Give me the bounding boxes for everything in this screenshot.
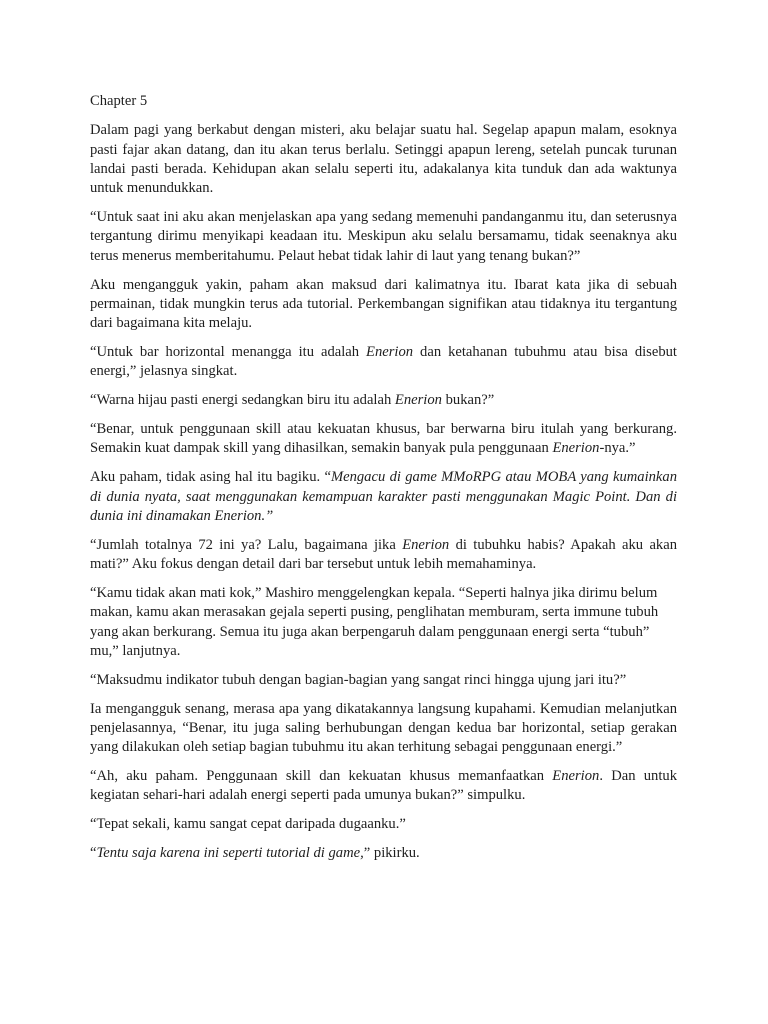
paragraph xyxy=(90,276,677,334)
paragraph xyxy=(90,767,677,806)
text-segment: -nya.” xyxy=(599,440,636,457)
paragraph xyxy=(90,815,677,834)
italic-text-segment: Enerion xyxy=(552,768,600,785)
text-segment: “Ah, aku paham. Penggunaan skill dan kekuatan khusus memanfaatkan xyxy=(90,768,553,785)
body-text xyxy=(90,121,677,863)
paragraph xyxy=(90,671,677,690)
text-segment: “Maksudmu indikator tubuh dengan bagian-bagian yang sangat rinci hingga ujung jari itu?” xyxy=(90,671,627,688)
text-segment: “ xyxy=(90,845,97,862)
text-segment: . Dan untuk kegiatan sehari-hari adalah energi seperti pada umunya bukan?” simpulku. xyxy=(90,768,677,804)
text-segment: “Jumlah totalnya 72 ini ya? Lalu, bagaimana jika xyxy=(90,536,403,553)
text-segment: di tubuhku habis? Apakah aku akan mati?” Aku fokus dengan detail dari bar tersebut untuk lebih memahaminya. xyxy=(90,536,677,573)
paragraph xyxy=(90,391,677,410)
text-segment: “Untuk saat ini aku akan menjelaskan apa yang sedang memenuhi pandanganmu itu, dan seterusnya tergantung dirimu menyikapi keadaan itu. Meskipun aku selalu bersamamu, tidak seenaknya aku terus menerus memberitahumu. Pelaut hebat tidak lahir di laut yang tenang bukan?” xyxy=(90,209,677,264)
text-segment: Aku paham, tidak asing hal itu bagiku. “ xyxy=(90,469,331,486)
paragraph xyxy=(90,121,677,198)
italic-text-segment: Enerion xyxy=(366,344,414,361)
paragraph xyxy=(90,700,677,758)
chapter-title: Chapter 5 xyxy=(90,93,148,109)
text-segment: “Benar, untuk penggunaan skill atau kekuatan khusus, bar berwarna biru itulah yang berkurang. Semakin kuat dampak skill yang dihasilkan, semakin banyak pula penggunaan xyxy=(90,421,677,457)
text-segment: Dalam pagi yang berkabut dengan misteri, aku belajar suatu hal. Segelap apapun malam, esoknya pasti fajar akan datang, dan itu akan terus berlalu. Setinggi apapun lereng, setelah puncak turunan landai pasti berada. Kehidupan akan selalu seperti itu, adakalanya kita tunduk dan ada waktunya untuk menundukkan. xyxy=(90,122,677,197)
text-segment: “Tepat sekali, kamu sangat cepat daripada dugaanku.” xyxy=(90,816,406,833)
paragraph xyxy=(90,536,677,575)
italic-text-segment: Tentu saja karena ini seperti tutorial di game, xyxy=(96,845,364,862)
paragraph xyxy=(90,844,677,863)
text-segment: dan ketahanan tubuhmu atau bisa disebut energi,” jelasnya singkat. xyxy=(90,344,677,380)
paragraph xyxy=(90,343,677,382)
text-segment: “Warna hijau pasti energi sedangkan biru itu adalah xyxy=(90,392,395,409)
italic-text-segment: Mengacu di game MMoRPG atau MOBA yang kumainkan di dunia nyata, saat menggunakan kemampuan karakter pasti menggunakan Magic Point. Dan di dunia ini dinamakan Enerion.” xyxy=(90,469,677,524)
paragraph xyxy=(90,468,677,526)
italic-text-segment: Enerion xyxy=(552,440,600,457)
text-segment: bukan?” xyxy=(441,392,495,409)
text-segment: Aku mengangguk yakin, paham akan maksud dari kalimatnya itu. Ibarat kata jika di sebuah permainan, tidak mungkin terus ada tutorial. Perkembangan signifikan atau tidaknya itu tergantung dari bagaimana kita melaju. xyxy=(90,276,677,332)
paragraph xyxy=(90,208,677,266)
text-segment: “Untuk bar horizontal menangga itu adalah xyxy=(90,344,367,361)
italic-text-segment: Enerion xyxy=(402,536,450,553)
italic-text-segment: Enerion xyxy=(394,392,442,409)
document-page xyxy=(90,92,677,873)
text-segment: “Kamu tidak akan mati kok,” Mashiro menggelengkan kepala. “Seperti halnya jika dirimu belum makan, kamu akan merasakan gejala seperti pusing, penglihatan memburam, serta immune tubuh yang akan berkurang. Semua itu juga akan berpengaruh dalam penggunaan energi serta “tubuh” mu,” lanjutnya. xyxy=(90,584,659,659)
paragraph xyxy=(90,584,677,661)
text-segment: Ia mengangguk senang, merasa apa yang dikatakannya langsung kupahami. Kemudian melanjutkan penjelasannya, “Benar, itu juga saling berhubungan dengan kedua bar horizontal, setiap gerakan yang dilakukan oleh setiap bagian tubuhmu itu akan terhitung sebagai penggunaan energi.” xyxy=(90,700,677,756)
paragraph xyxy=(90,420,677,459)
text-segment: ” pikirku. xyxy=(363,845,420,862)
